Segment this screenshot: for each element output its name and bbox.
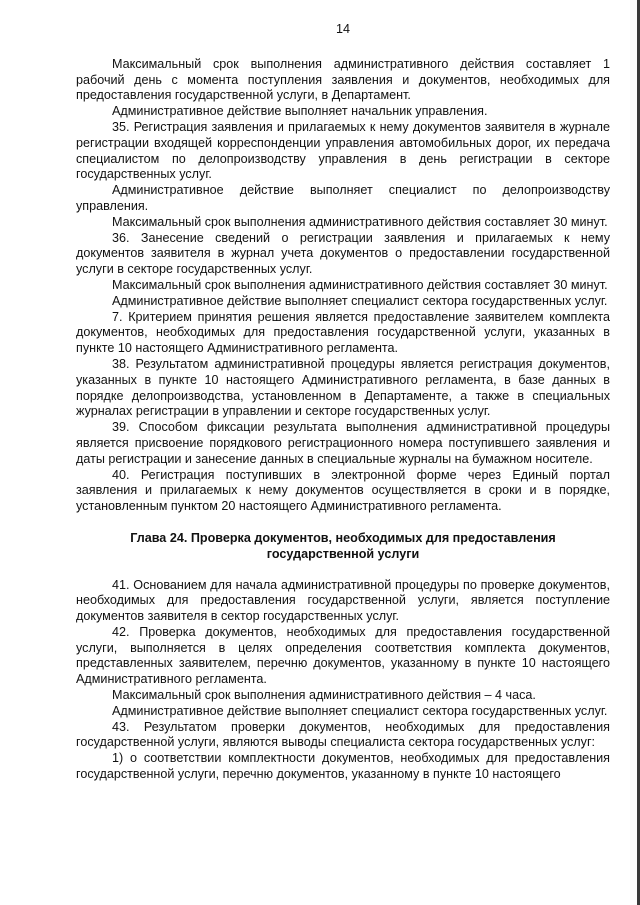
chapter-heading-line: государственной услуги bbox=[266, 546, 420, 561]
chapter-heading-line: Глава 24. Проверка документов, необходимых для предоставления bbox=[130, 530, 556, 545]
paragraph: Максимальный срок выполнения административного действия – 4 часа. bbox=[112, 688, 536, 703]
paragraph: Административное действие выполняет специалист сектора государственных услуг. bbox=[112, 293, 608, 308]
paragraph: 7. Критерием принятия решения является предоставление заявителем комплекта документов, необходимых для предоставления государственной услуги, указанных в пункте 10 настоящего Административного регламента. bbox=[76, 309, 610, 356]
paragraph: 43. Результатом проверки документов, необходимых для предоставления государственной услуги, являются выводы специалиста сектора государственных услуг: bbox=[76, 719, 610, 750]
paragraph: Максимальный срок выполнения административного действия составляет 30 минут. bbox=[112, 277, 608, 292]
paragraph: 1) о соответствии комплектности документов, необходимых для предоставления государственной услуги, перечню документов, указанному в пункте 10 настоящего bbox=[76, 751, 610, 782]
paragraph: 39. Способом фиксации результата выполнения административной процедуры является присвоение порядкового регистрационного номера поступившего заявления и даты регистрации и занесение данных в специальные журналы на бумажном носителе. bbox=[76, 420, 610, 466]
page-number: 14 bbox=[335, 22, 350, 36]
paragraph: 42. Проверка документов, необходимых для предоставления государственной услуги, выполняется в целях определения соответствия комплекта документов, представленных заявителем, перечню документов, указанному в пункте 10 настоящего Административного регламента. bbox=[76, 624, 610, 687]
paragraph: Максимальный срок выполнения административного действия составляет 1 рабочий день с момента поступления заявления и документов, необходимых для предоставления государственной услуги, в Департамент. bbox=[76, 56, 610, 103]
paragraph: Максимальный срок выполнения административного действия составляет 30 минут. bbox=[112, 214, 608, 229]
section-bottom bbox=[76, 578, 610, 783]
paragraph: Административное действие выполняет специалист сектора государственных услуг. bbox=[112, 703, 608, 718]
section-top bbox=[76, 57, 610, 515]
paragraph: 41. Основанием для начала административной процедуры по проверке документов, необходимых для предоставления государственной услуги, является поступление документов заявителя в сектор государственных услуг. bbox=[76, 577, 610, 624]
paragraph: Административное действие выполняет начальник управления. bbox=[112, 104, 488, 119]
paragraph: Административное действие выполняет специалист по делопроизводству управления. bbox=[76, 183, 610, 213]
chapter-heading bbox=[76, 531, 610, 563]
paragraph: 38. Результатом административной процедуры является регистрация документов, указанных в пункте 10 настоящего Административного регламента, в базе данных в порядке делопроизводства, установленном в Департаменте, а также в специальных журналах регистрации в управлении и секторе государственных услуг. bbox=[76, 356, 610, 419]
paragraph: 35. Регистрация заявления и прилагаемых к нему документов заявителя в журнале регистрации входящей корреспонденции управления автомобильных дорог, их передача специалистом по делопроизводству управления в день регистрации в секторе государственных услуг. bbox=[76, 119, 610, 182]
paragraph: 36. Занесение сведений о регистрации заявления и прилагаемых к нему документов заявителя в журнал учета документов о предоставлении государственной услуги в секторе государственных услуг. bbox=[76, 230, 610, 277]
paragraph: 40. Регистрация поступивших в электронной форме через Единый портал заявления и прилагаемых к нему документов осуществляется в сроки и в порядке, установленным пунктом 20 настоящего Административного регламента. bbox=[76, 467, 610, 514]
